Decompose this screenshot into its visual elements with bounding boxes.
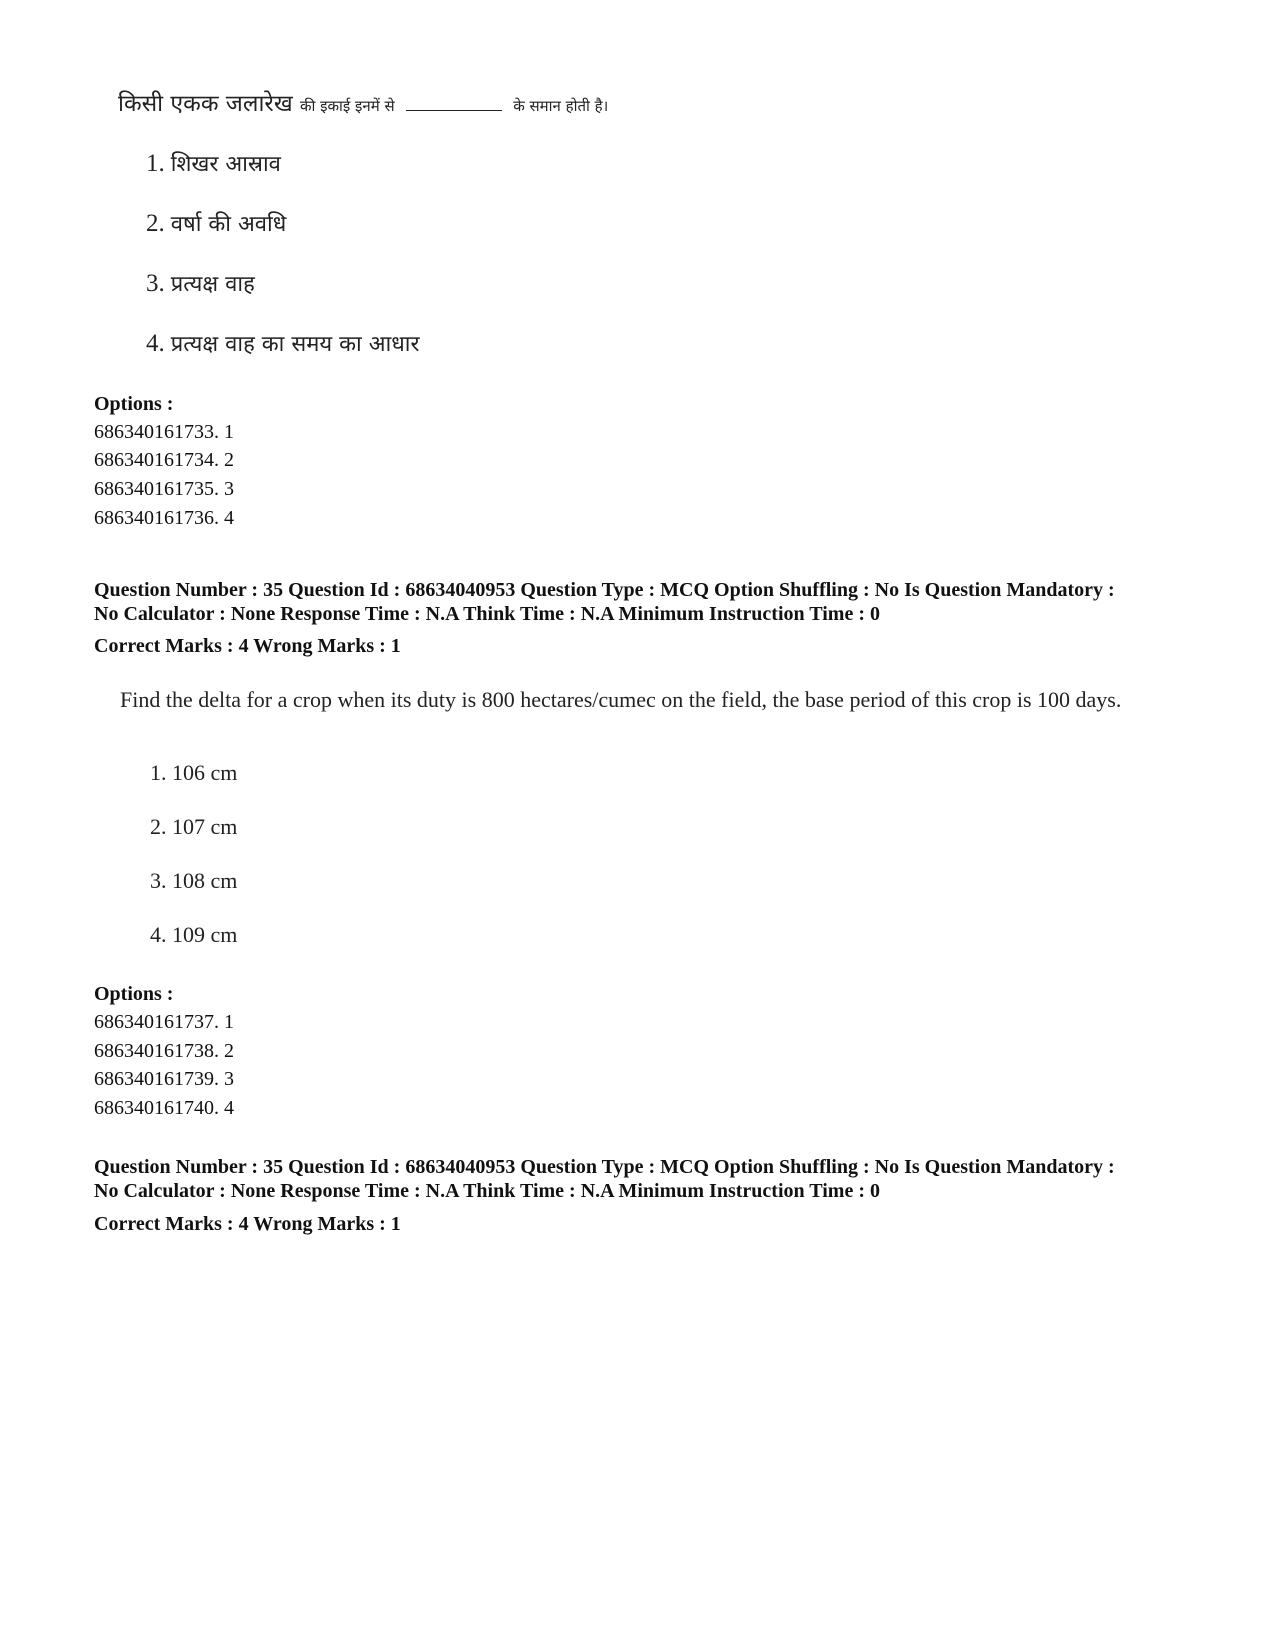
choice-text: प्रत्यक्ष वाह — [170, 272, 255, 297]
choice-3 — [146, 268, 255, 298]
choice-3: 3. 108 cm — [150, 868, 238, 893]
stem-suffix: के समान होती है। — [513, 97, 609, 115]
choice-text: प्रत्यक्ष वाह का समय का आधार — [170, 332, 420, 357]
stem-prefix: किसी एकक जलारेख — [118, 91, 293, 117]
choice-number: 2. — [146, 210, 165, 237]
choice-text: वर्षा की अवधि — [170, 212, 287, 237]
choice-text: शिखर आस्राव — [170, 152, 281, 177]
question-meta-line: No Calculator : None Response Time : N.A Think Time : N.A Minimum Instruction Time : 0 — [94, 603, 880, 625]
question-stem: Find the delta for a crop when its duty is 800 hectares/cumec on the field, the base period of this crop is 100 days. — [120, 687, 1122, 712]
question-meta — [94, 578, 1204, 626]
option-id: 686340161734. 2 — [94, 449, 234, 471]
option-id: 686340161737. 1 — [94, 1011, 234, 1033]
fill-blank — [406, 92, 502, 111]
option-id: 686340161738. 2 — [94, 1040, 234, 1062]
choice-2 — [146, 208, 286, 238]
marks-line: Correct Marks : 4 Wrong Marks : 1 — [94, 1213, 401, 1235]
option-id: 686340161740. 4 — [94, 1097, 234, 1119]
choice-2: 2. 107 cm — [150, 814, 238, 839]
question-meta — [94, 1155, 1204, 1203]
choice-4 — [146, 328, 419, 358]
question-meta-line: Question Number : 35 Question Id : 68634040953 Question Type : MCQ Option Shuffling : No Is Question Mandatory : — [94, 579, 1115, 601]
choice-1 — [146, 148, 281, 178]
choice-number: 4. — [146, 330, 165, 357]
stem-mid: की इकाई इनमें से — [299, 97, 395, 115]
option-id: 686340161736. 4 — [94, 507, 234, 529]
marks-line: Correct Marks : 4 Wrong Marks : 1 — [94, 635, 401, 657]
options-label: Options : — [94, 393, 174, 415]
option-id: 686340161735. 3 — [94, 478, 234, 500]
choice-1: 1. 106 cm — [150, 760, 238, 785]
question-meta-line: Question Number : 35 Question Id : 68634040953 Question Type : MCQ Option Shuffling : No Is Question Mandatory : — [94, 1156, 1115, 1178]
option-id: 686340161733. 1 — [94, 421, 234, 443]
question-stem-hindi — [118, 86, 608, 118]
choice-4: 4. 109 cm — [150, 922, 238, 947]
choice-number: 1. — [146, 150, 165, 177]
options-label: Options : — [94, 983, 174, 1005]
choice-number: 3. — [146, 270, 165, 297]
question-meta-line: No Calculator : None Response Time : N.A Think Time : N.A Minimum Instruction Time : 0 — [94, 1180, 880, 1202]
option-id: 686340161739. 3 — [94, 1068, 234, 1090]
